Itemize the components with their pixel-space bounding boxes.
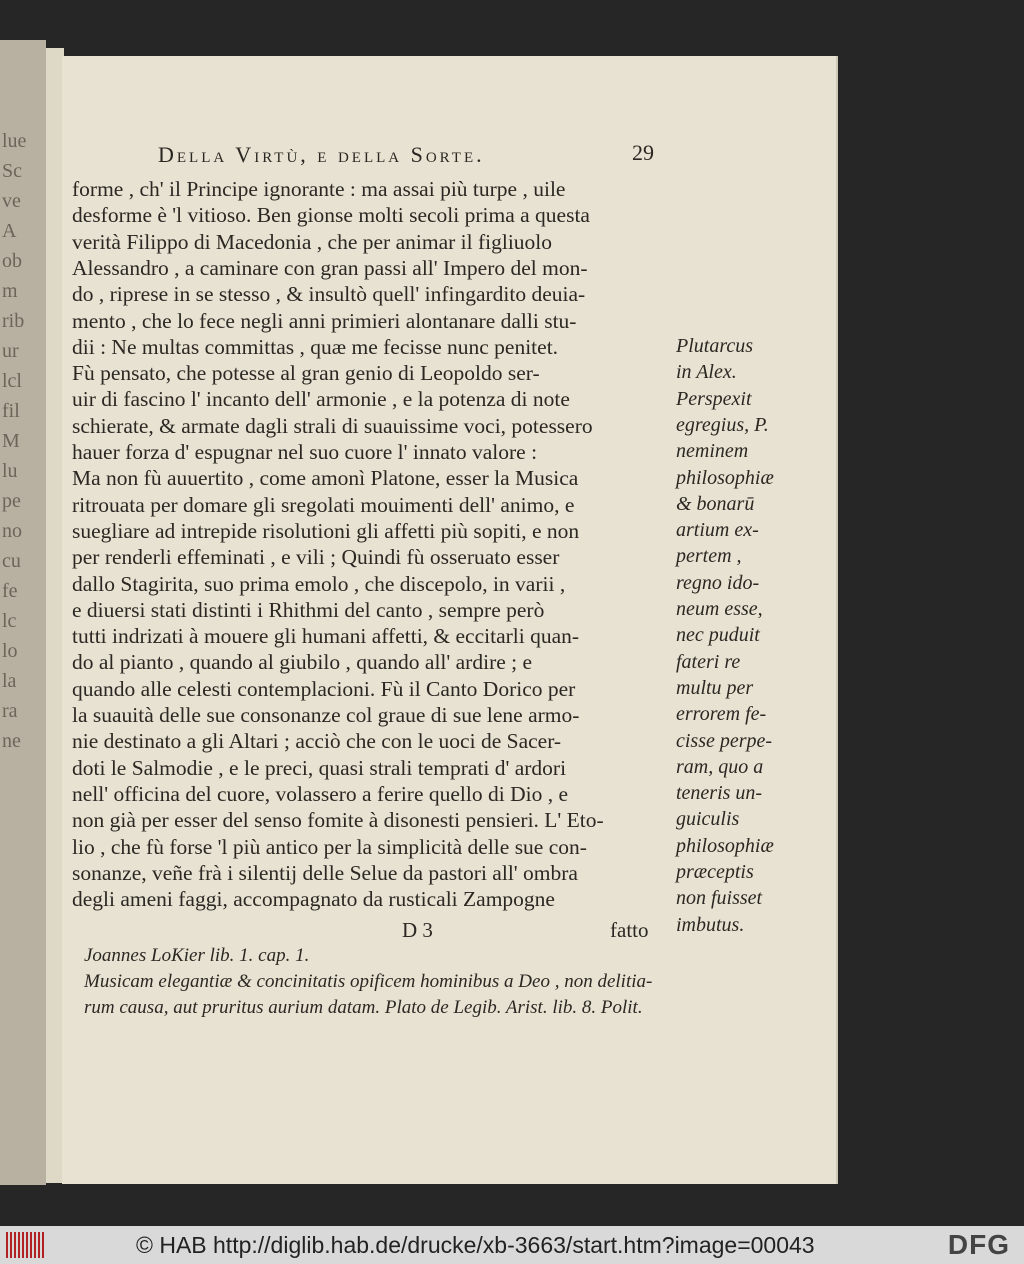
margin-note: cisse perpe- (676, 729, 773, 752)
running-title: Della Virtù, e della Sorte. (158, 142, 485, 167)
margin-note: guiculis (676, 808, 740, 831)
page-number: 29 (632, 140, 654, 165)
text-line: mento , che lo fece negli anni primieri alontanare dalli stu- (72, 308, 577, 333)
edge-text-fragment: ur (2, 340, 19, 362)
text-line: la suauità delle sue consonanze col graue di sue lene armo- (72, 703, 580, 727)
margin-note: in Alex. (676, 361, 737, 384)
footnote-line: rum causa, aut pruritus aurium datam. Plato de Legib. Arist. lib. 8. Polit. (84, 997, 643, 1018)
adjacent-page-edge (0, 40, 46, 1185)
margin-note: philosophiæ (676, 466, 774, 489)
edge-text-fragment: lcl (2, 370, 22, 392)
edge-text-fragment: fe (2, 580, 18, 602)
text-line: per renderli effeminati , e vili ; Quindi fù osseruato esser (72, 545, 560, 570)
text-line: non già per esser del senso fomite à disonesti pensieri. L' Eto- (72, 808, 604, 833)
edge-text-fragment: ne (2, 730, 21, 752)
footnote-line: Musicam elegantiæ & concinitatis opificem hominibus a Deo , non delitia- (84, 971, 653, 992)
text-line: e diuersi stati distinti i Rhithmi del canto , sempre però (72, 597, 545, 622)
edge-text-fragment: lu (2, 460, 18, 482)
margin-note: non fuisset (676, 887, 763, 910)
text-line: ritrouata per domare gli sregolati mouimenti dell' animo, e (72, 492, 575, 517)
library-logo-icon (6, 1232, 46, 1258)
text-line: Ma non fù auuertito , come amonì Platone, esser la Musica (72, 466, 579, 491)
text-line: sonanze, veñe frà i silentij delle Selue da pastori all' ombra (72, 860, 578, 885)
margin-note: neminem (676, 440, 749, 463)
margin-note: præceptis (676, 861, 754, 883)
edge-text-fragment: m (2, 280, 18, 302)
text-line: desforme è 'l vitioso. Ben gionse molti secoli prima a questa (72, 203, 590, 228)
edge-text-fragment: lue (2, 130, 27, 152)
text-line: do al pianto , quando al giubilo , quando all' ardire ; e (72, 650, 533, 675)
edge-text-fragment: ob (2, 250, 22, 272)
edge-text-fragment: rib (2, 310, 25, 332)
text-line: nell' officina del cuore, volassero a ferire quello di Dio , e (72, 781, 569, 806)
margin-note: teneris un- (676, 782, 763, 805)
margin-note: artium ex- (676, 519, 759, 542)
signature-mark: D 3 (402, 918, 433, 942)
edge-text-fragment: lo (2, 640, 18, 662)
text-line: degli ameni faggi, accompagnato da rusticali Zampogne (72, 887, 555, 912)
edge-text-fragment: ve (2, 190, 21, 212)
text-line: nie destinato a gli Altari ; acciò che con le uoci de Sacer- (72, 729, 562, 754)
margin-note: Perspexit (676, 387, 752, 410)
text-line: suegliare ad intrepide risolutioni gli affetti più sopiti, e non (72, 518, 580, 543)
text-line: forme , ch' il Principe ignorante : ma assai più turpe , uile (72, 177, 566, 201)
edge-text-fragment: fil (2, 400, 20, 422)
edge-text-fragment: Sc (2, 160, 22, 182)
text-line: dallo Stagirita, suo prima emolo , che discepolo, in varii , (72, 571, 566, 596)
margin-note: ram, quo a (676, 755, 764, 778)
margin-note: & bonarū (676, 492, 755, 515)
margin-note: regno ido- (676, 571, 760, 594)
text-line: tutti indrizati à mouere gli humani affetti, & eccitarli quan- (72, 624, 580, 649)
text-line: hauer forza d' espugnar nel suo cuore l' innato valore : (72, 440, 538, 464)
edge-text-fragment: lc (2, 610, 17, 632)
edge-text-fragment: ra (2, 700, 18, 722)
margin-note: Plutarcus (676, 335, 754, 357)
text-line: Alessandro , a caminare con gran passi all' Impero del mon- (72, 255, 588, 280)
margin-note: errorem fe- (676, 703, 767, 726)
edge-text-fragment: A (2, 220, 17, 242)
margin-note: nec puduit (676, 624, 760, 647)
margin-note: neum esse, (676, 598, 763, 620)
margin-note: multu per (676, 676, 754, 699)
viewer-footer-bar (0, 1226, 1024, 1264)
text-line: verità Filippo di Macedonia , che per animar il figliuolo (72, 229, 553, 254)
edge-text-fragment: la (2, 670, 17, 692)
text-line: lio , che fù forse 'l più antico per la simplicità delle sue con- (72, 834, 587, 859)
margin-note: philosophiæ (676, 834, 774, 857)
edge-text-fragment: pe (2, 490, 21, 512)
margin-note: egregius, P. (676, 413, 769, 436)
text-line: dii : Ne multas committas , quæ me fecisse nunc penitet. (72, 334, 559, 359)
margin-note: fateri re (676, 650, 741, 673)
text-line: do , riprese in se stesso , & insultò quell' infingardito deuia- (72, 282, 586, 307)
margin-note: imbutus. (676, 913, 745, 936)
text-line: uir di fascino l' incanto dell' armonie , e la potenza di note (72, 387, 570, 412)
dfg-logo: DFG (947, 1229, 1010, 1260)
edge-text-fragment: cu (2, 550, 21, 572)
citation-link[interactable]: © HAB http://diglib.hab.de/drucke/xb-3663/start.htm?image=00043 (136, 1232, 815, 1258)
margin-note: pertem , (676, 545, 742, 568)
text-line: Fù pensato, che potesse al gran genio di Leopoldo ser- (72, 361, 540, 386)
text-line: quando alle celesti contemplacioni. Fù il Canto Dorico per (72, 676, 576, 701)
catchword: fatto (610, 918, 649, 942)
book-page (62, 56, 836, 1184)
footnote-line: Joannes LoKier lib. 1. cap. 1. (84, 945, 310, 966)
text-line: schierate, & armate dagli strali di suauissime voci, potessero (72, 413, 593, 438)
text-line: doti le Salmodie , e le preci, quasi strali temprati d' ardori (72, 755, 567, 780)
edge-text-fragment: no (2, 520, 22, 542)
edge-text-fragment: M (2, 430, 20, 452)
